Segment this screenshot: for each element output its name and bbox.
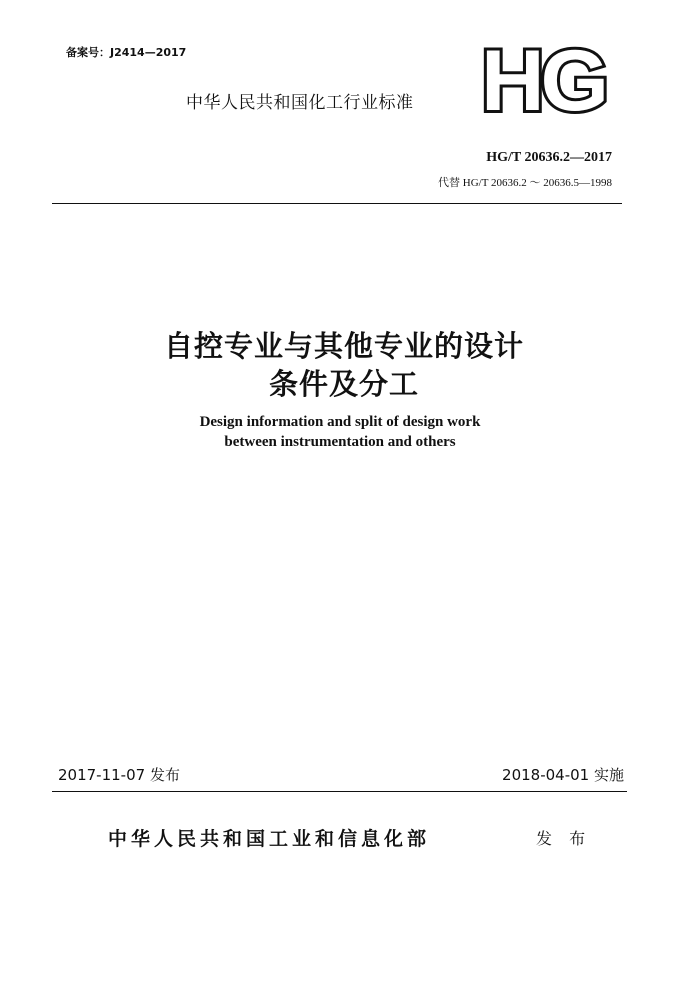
title-cn-line-2: 条件及分工 — [268, 367, 419, 401]
implement-date: 2018-04-01 实施 — [502, 766, 624, 784]
hg-logo — [478, 42, 608, 118]
replaces-standard: 代替 HG/T 20636.2 ～ 20636.5—1998 — [438, 177, 612, 189]
industry-standard-name: 中华人民共和国化工行业标准 — [186, 93, 414, 113]
title-cn-line-1: 自控专业与其他专业的设计 — [163, 329, 524, 363]
top-divider — [52, 203, 622, 204]
title-en-line-2: between instrumentation and others — [224, 434, 456, 450]
publish-date: 2017-11-07 发布 — [58, 766, 180, 784]
issuer-suffix: 发 布 — [536, 829, 592, 848]
bottom-divider — [52, 791, 627, 792]
hg-logo-text: HG — [481, 42, 605, 118]
filing-number: 备案号：J2414—2017 — [66, 46, 187, 59]
title-en-line-1: Design information and split of design work — [199, 414, 481, 430]
issuer-name: 中华人民共和国工业和信息化部 — [108, 828, 431, 850]
standard-number: HG/T 20636.2—2017 — [486, 150, 612, 165]
